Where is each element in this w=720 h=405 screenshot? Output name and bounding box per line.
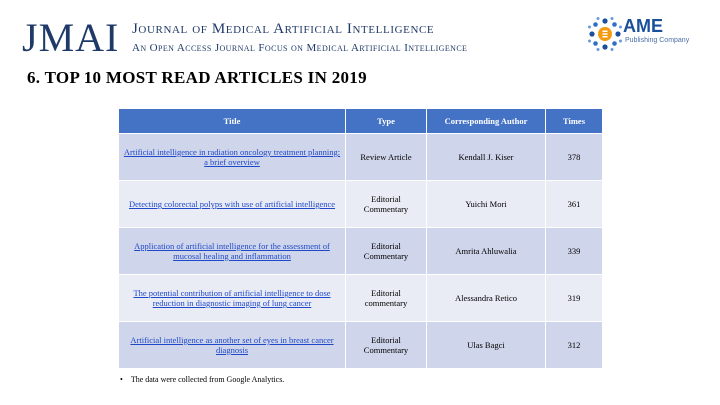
most-read-articles-table bbox=[118, 108, 603, 369]
table-row bbox=[119, 275, 603, 322]
table-header-row bbox=[119, 109, 603, 134]
times-cell: 319 bbox=[546, 275, 603, 322]
column-header-type: Type bbox=[346, 109, 427, 134]
article-title-link[interactable]: Detecting colorectal polyps with use of artificial intelligence bbox=[128, 199, 336, 209]
ame-publisher-logo bbox=[587, 14, 707, 54]
author-cell: Alessandra Retico bbox=[427, 275, 546, 322]
column-header-author: Corresponding Author bbox=[427, 109, 546, 134]
table-row bbox=[119, 322, 603, 369]
column-header-title: Title bbox=[119, 109, 346, 134]
ame-dots-logo-icon bbox=[587, 16, 623, 52]
times-cell: 378 bbox=[546, 134, 603, 181]
journal-subtitle: An Open Access Journal Focus on Medical Artificial Intelligence bbox=[132, 42, 468, 54]
times-cell: 361 bbox=[546, 181, 603, 228]
journal-title: Journal of Medical Artificial Intelligence bbox=[132, 21, 435, 37]
times-cell: 312 bbox=[546, 322, 603, 369]
title-cell bbox=[119, 275, 346, 322]
footnote-text: The data were collected from Google Analytics. bbox=[130, 375, 285, 384]
author-cell: Kendall J. Kiser bbox=[427, 134, 546, 181]
type-cell: Editorial Commentary bbox=[346, 322, 427, 369]
publisher-name: AME bbox=[623, 16, 663, 36]
author-cell: Yuichi Mori bbox=[427, 181, 546, 228]
article-title-link[interactable]: Artificial intelligence in radiation oncology treatment planning: a brief overview bbox=[123, 147, 341, 167]
article-title-link[interactable]: Application of artificial intelligence for the assessment of mucosal healing and inflammation bbox=[134, 241, 330, 261]
title-cell bbox=[119, 322, 346, 369]
title-cell bbox=[119, 181, 346, 228]
title-cell bbox=[119, 228, 346, 275]
type-cell: Editorial commentary bbox=[346, 275, 427, 322]
journal-header bbox=[22, 14, 702, 62]
column-header-times: Times bbox=[546, 109, 603, 134]
table-row bbox=[119, 181, 603, 228]
article-title-link[interactable]: Artificial intelligence as another set of eyes in breast cancer diagnosis bbox=[130, 335, 334, 355]
bullet-point: • bbox=[120, 375, 123, 384]
slide-title: 6. TOP 10 MOST READ ARTICLES IN 2019 bbox=[27, 68, 367, 87]
author-cell: Amrita Ahluwalia bbox=[427, 228, 546, 275]
type-cell: Editorial Commentary bbox=[346, 181, 427, 228]
author-cell: Ulas Bagci bbox=[427, 322, 546, 369]
table-row bbox=[119, 134, 603, 181]
jmai-logo: JMAI bbox=[22, 15, 120, 60]
times-cell: 339 bbox=[546, 228, 603, 275]
publisher-subtitle: Publishing Company bbox=[625, 37, 690, 44]
footnote bbox=[120, 375, 284, 384]
type-cell: Editorial Commentary bbox=[346, 228, 427, 275]
table-row bbox=[119, 228, 603, 275]
article-title-link[interactable]: The potential contribution of artificial intelligence to dose reduction in diagnostic imaging of lung cancer bbox=[133, 288, 331, 308]
title-cell bbox=[119, 134, 346, 181]
type-cell: Review Article bbox=[346, 134, 427, 181]
